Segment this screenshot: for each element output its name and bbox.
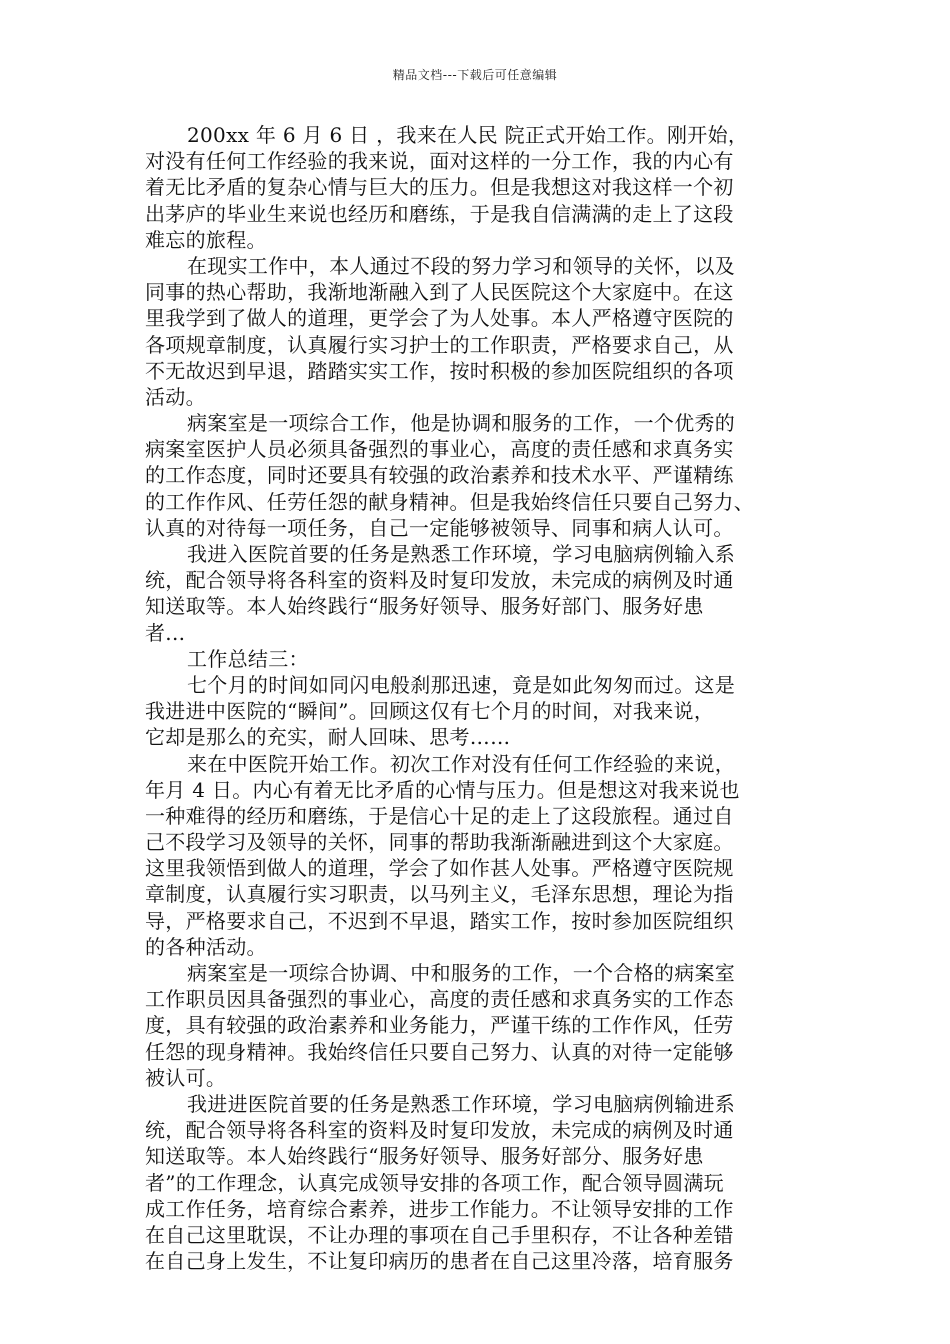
text-line: 认真的对待每一项任务，自己一定能够被领导、同事和病人认可。: [145, 515, 734, 540]
text-line: 这里我领悟到做人的道理，学会了如作甚人处事。严格遵守医院规: [145, 856, 734, 881]
text-line: 对没有任何工作经验的我来说，面对这样的一分工作，我的内心有: [145, 149, 734, 174]
text-line: 出茅庐的毕业生来说也经历和磨练，于是我自信满满的走上了这段: [145, 201, 734, 226]
text-line: 我进进中医院的“瞬间”。回顾这仅有七个月的时间，对我来说，: [145, 699, 715, 724]
document-body: [145, 122, 835, 1274]
text-line: 在自己身上发生，不让复印病历的患者在自己这里冷落，培育服务: [145, 1249, 734, 1274]
text-line: 知送取等。本人始终践行“服务好领导、服务好部门、服务好患: [145, 594, 704, 619]
text-line: 章制度，认真履行实习职责，以马列主义，毛泽东思想，理论为指: [145, 882, 734, 907]
text-line: 知送取等。本人始终践行“服务好领导、服务好部分、服务好患: [145, 1144, 704, 1169]
text-line: 难忘的旅程。: [145, 227, 267, 252]
text-line: 来在中医院开始工作。初次工作对没有任何工作经验的来说，: [187, 751, 736, 776]
text-line: 任怨的现身精神。我始终信任只要自己努力、认真的对待一定能够: [145, 1039, 734, 1064]
text-line: 工作职员因具备强烈的事业心，高度的责任感和求真务实的工作态: [145, 987, 734, 1012]
text-line: 的工作作风、任劳任怨的献身精神。但是我始终信任只要自己努力、: [145, 489, 754, 514]
text-line: 度，具有较强的政治素养和业务能力，严谨干练的工作作风，任劳: [145, 1013, 734, 1038]
text-line: 我进进医院首要的任务是熟悉工作环境，学习电脑病例输进系: [187, 1091, 736, 1116]
text-line: 我进入医院首要的任务是熟悉工作环境，学习电脑病例输入系: [187, 542, 736, 566]
text-line: 者”的工作理念，认真完成领导安排的各项工作，配合领导圆满玩: [145, 1170, 724, 1195]
text-line: 一种难得的经历和磨练，于是信心十足的走上了这段旅程。通过自: [145, 803, 734, 828]
text-line: 统，配合领导将各科室的资料及时复印发放，未完成的病例及时通: [145, 568, 734, 593]
text-line: 各项规章制度，认真履行实习护士的工作职责，严格要求自己，从: [145, 332, 734, 357]
text-line: 被认可。: [145, 1065, 227, 1090]
text-line: 的各种活动。: [145, 934, 267, 959]
text-line: 病案室是一项综合协调、中和服务的工作，一个合格的病案室: [187, 961, 736, 985]
text-line: 成工作任务，培育综合素养，进步工作能力。不让领导安排的工作: [145, 1196, 734, 1221]
text-line: 200xx 年 6 月 6 日 ，我来在人民 院正式开始工作。刚开始，: [187, 123, 749, 147]
text-line: 同事的热心帮助，我渐地渐融入到了人民医院这个大家庭中。在这: [145, 280, 734, 305]
text-line: 里我学到了做人的道理，更学会了为人处事。本人严格遵守医院的: [145, 306, 734, 331]
text-line: 者...: [145, 620, 186, 645]
text-line: 它却是那么的充实，耐人回味、思考……: [145, 725, 511, 750]
text-line: 工作总结三：: [187, 646, 309, 671]
text-line: 着无比矛盾的复杂心情与巨大的压力。但是我想这对我这样一个初: [145, 175, 734, 200]
text-line: 年月 4 日。内心有着无比矛盾的心情与压力。但是想这对我来说也: [145, 777, 740, 802]
text-line: 导，严格要求自己，不迟到不早退，踏实工作，按时参加医院组织: [145, 908, 734, 933]
text-line: 不无故迟到早退，踏踏实实工作，按时积极的参加医院组织的各项: [145, 358, 734, 383]
text-line: 在现实工作中，本人通过不段的努力学习和领导的关怀，以及: [187, 253, 736, 278]
text-line: 七个月的时间如同闪电般刹那迅速，竟是如此匆匆而过。这是: [187, 672, 736, 697]
text-line: 统，配合领导将各科室的资料及时复印发放，未完成的病例及时通: [145, 1118, 734, 1143]
text-line: 病案室是一项综合工作，他是协调和服务的工作，一个优秀的: [187, 411, 736, 436]
text-line: 病案室医护人员必须具备强烈的事业心，高度的责任感和求真务实: [145, 437, 734, 462]
text-line: 己不段学习及领导的关怀，同事的帮助我渐渐融进到这个大家庭。: [145, 830, 734, 855]
text-line: 活动。: [145, 384, 206, 409]
text-line: 在自己这里耽误，不让办理的事项在自己手里积存，不让各种差错: [145, 1222, 734, 1247]
page-header: 精品文档---下载后可任意编辑: [392, 68, 558, 82]
text-line: 的工作态度，同时还要具有较强的政治素养和技术水平、严谨精练: [145, 463, 734, 488]
